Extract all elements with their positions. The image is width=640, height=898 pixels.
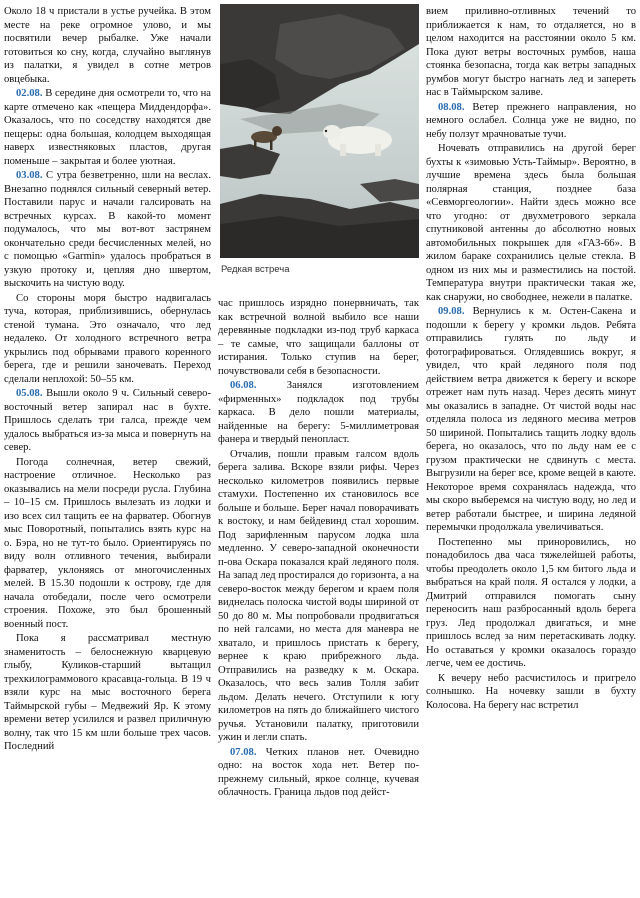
photo-rare-encounter	[220, 4, 419, 258]
entry-date: 07.08.	[230, 746, 257, 758]
entry-date: 03.08.	[16, 170, 43, 181]
paragraph	[218, 448, 419, 745]
paragraph	[426, 5, 636, 100]
paragraph	[426, 672, 636, 713]
paragraph	[4, 456, 211, 632]
paragraph	[426, 142, 636, 304]
entry-date: 05.08.	[16, 388, 43, 399]
paragraph-text: Пока я рассматривал местную знаменитость – белоснежную кварцевую глыбу, Куликов-старший вытащил трехкилограммового красавца-гольца. В 19 ч взяли курс на мыс восточного берега Таймырской губы – Медвежий Яр. К этому времени ветер усилился и развел приличную волну, так что 15 км шли больше трех часов. Последний	[4, 633, 211, 752]
text-column-2	[218, 297, 419, 801]
paragraph	[4, 87, 211, 168]
text-column-1	[4, 5, 211, 755]
paragraph-text: вием приливно-отливных течений то приближается к нам, то отдаляется, но в целом находится на расстоянии около 5 км. Пока дуют ветры восточных румбов, наша стоянка безопасна, тогда как ветры западных румбов могут быстро нагнать лед и запереть нас в Таймырском заливе.	[426, 6, 636, 98]
paragraph	[218, 297, 419, 378]
paragraph-text: час пришлось изрядно понервничать, так как встречной волной выбило все наши деревянные подкладки из-под труб каркаса – те самые, что защищали баллоны от истирания. Только ступив на берег, почувствовали себя в безопасности.	[218, 298, 419, 377]
paragraph-text: Ветер прежнего направления, но немного ослабел. Солнца уже не видно, по небу ползут мрачноватые тучи.	[426, 101, 636, 140]
paragraph	[4, 5, 211, 86]
entry-date: 02.08.	[16, 88, 43, 99]
paragraph	[4, 632, 211, 754]
paragraph-text: Вернулись к м. Остен-Сакена и подошли к берегу у кромки льдов. Ребята отправились гулять по льду и фотографироваться. Оглядевшись вокруг, я увидел, что край ледяного поля под действием ветра движется к берегу и вскоре отрежет нам путь назад. Через десять минут мы оказались в западне. От чистой воды нас отделяла полоса из ледяного месива метров 50 шириной. Попытались тащить лодку вдоль берега, но оказалось, что по льду нам ее с грузом практически не сдвинуть с места. Выгрузили на берег все, кроме вещей в каюте. Некоторое время сохранялась надежда, что мы скоро выберемся на чистую воду, но лед и ветер работали быстрее, и ширина ледяной перемычки продолжала увеличиваться.	[426, 306, 636, 533]
paragraph	[4, 292, 211, 387]
paragraph-text: Со стороны моря быстро надвигалась туча, которая, приблизившись, обернулась стеной тумана. Это означало, что лед недалеко. От холодного встречного ветра укрылись под обрывами правого коренного берега, где и решили заночевать. Переход сделали неплохой: 50–55 км.	[4, 292, 211, 385]
paragraph-text: Вышли около 9 ч. Сильный северо-восточный ветер запирал нас в бухте. Пришлось сделать три галса, прежде чем удалось выбраться из-за мыса и повернуть на север.	[4, 388, 211, 453]
photo-illustration	[220, 4, 419, 258]
paragraph-text: Четких планов нет. Очевидно одно: на восток хода нет. Ветер по-прежнему сильный, яркое солнце, кучевая облачность. Граница льдов под дейст-	[218, 746, 419, 798]
paragraph-text: К вечеру небо расчистилось и пригрело солнышко. На ночевку зашли в бухту Колосова. На берегу нас встретил	[426, 672, 636, 711]
paragraph-text: Отчалив, пошли правым галсом вдоль берега залива. Вскоре взяли рифы. Через несколько километров появились первые стамухи. Постепенно их становилось все больше и больше. Берег начал поворачивать к востоку, и нам бейдевинд стал хорошим. Под зарифленным парусом лодка шла медленно. У северо-западной оконечности п-ова Оскара показался край ледяного поля. На запад лед простирался до горизонта, а на северо-восток между берегом и краем поля виднелась полоска чистой воды шириной от 50 до 80 м. Мы попробовали продвигаться по ней галсами, но места для маневра не хватало, и пришлось пристать к берегу, вернее к краю прибрежного льда. Отправились на разведку к м. Оскара. Оказалось, что весь залив Толля забит льдом. Делать нечего. Отступили к югу километров на пять до ближайшего чистого ручья. Установили палатку, приготовили ужин и легли спать.	[218, 448, 419, 743]
paragraph-text: Около 18 ч пристали в устье ручейка. В этом месте на реке огромное улово, и мы посвятили вечер рыбалке. Уже начали готовиться ко сну, когда, случайно выглянув из палатки, я увидел в сотне метров овцебыка.	[4, 6, 211, 85]
entry-date: 08.08.	[438, 101, 465, 113]
paragraph-text: Занялся изготовлением «фирменных» подкладок под трубы каркаса. В дело пошли материалы, найденные на берегу: 5-миллиметровая фанера и твердый пенопласт.	[218, 380, 419, 445]
entry-date: 09.08.	[438, 306, 465, 317]
paragraph-text: С утра безветренно, шли на веслах. Внезапно поднялся сильный северный ветер. Поставили парус и начали галсировать на встречных курсах. В какой-то момент подумалось, что мы вот-вот застрянем окончательно среди бесчисленных мелей, но с помощью «Garmin» удалось пробраться в узкую протоку и, цепляя дно швертом, выскочить на чистую воду.	[4, 170, 211, 289]
photo-caption: Редкая встреча	[221, 264, 290, 275]
paragraph	[4, 169, 211, 291]
paragraph-text: В середине дня осмотрели то, что на карте отмечено как «пещера Миддендорфа». Оказалось, что по соседству находятся две пещеры: одна большая, колодцем выходящая наверх известняковых пластов, другая поменьше – закрытая и более уютная.	[4, 88, 211, 167]
paragraph	[218, 379, 419, 447]
entry-date: 06.08.	[230, 380, 257, 391]
paragraph	[426, 305, 636, 535]
paragraph	[426, 101, 636, 142]
paragraph-text: Ночевать отправились на другой берег бухты к «зимовью Усть-Таймыр». Вероятно, в лучшие времена здесь была большая полярная станция, позднее база «Севморгеологии». Найти здесь можно все что угодно: от двухметрового зеркала спутниковой антенны до абсолютно новых автомобильных покрышек для «ГАЗ-66». В жилом бараке сохранились целые стекла. В одном из них мы и разместились на постой. Температура внутри практически такая же, как снаружи, но свободнее, нежели в палатке.	[426, 143, 636, 303]
paragraph-text: Постепенно мы приноровились, но понадобилось два часа тяжелейшей работы, чтобы преодолеть около 1,5 км битого льда и выбраться на край поля. Я остался у лодки, а Дмитрий отправился помогать сыну переносить наш разбросанный вдоль берега груз. Лед продолжал двигаться, и мне пришлось вслед за ним перетаскивать лодку. Но оставаться у кромки оказалось гораздо легче, чем ее достичь.	[426, 536, 636, 669]
paragraph	[426, 536, 636, 671]
text-column-3	[426, 5, 636, 713]
paragraph	[218, 746, 419, 800]
paragraph-text: Погода солнечная, ветер свежий, настроение отличное. Несколько раз оказывались на мели посреди русла. Глубина – 10–15 см. Пришлось вылезать из лодки и изо всех сил тащить ее на фарватер. Обогнув мыс Поворотный, попытались взять курс на о. Бэра, но не тут-то было. Ориентируясь по виду волн отливного течения, выбирали фарватер, уклоняясь от многочисленных мелей. В 15.30 подошли к острову, где для начала отобедали, после чего осмотрели строения. Похоже, это был брошенный военный пост.	[4, 456, 211, 630]
paragraph	[4, 387, 211, 455]
